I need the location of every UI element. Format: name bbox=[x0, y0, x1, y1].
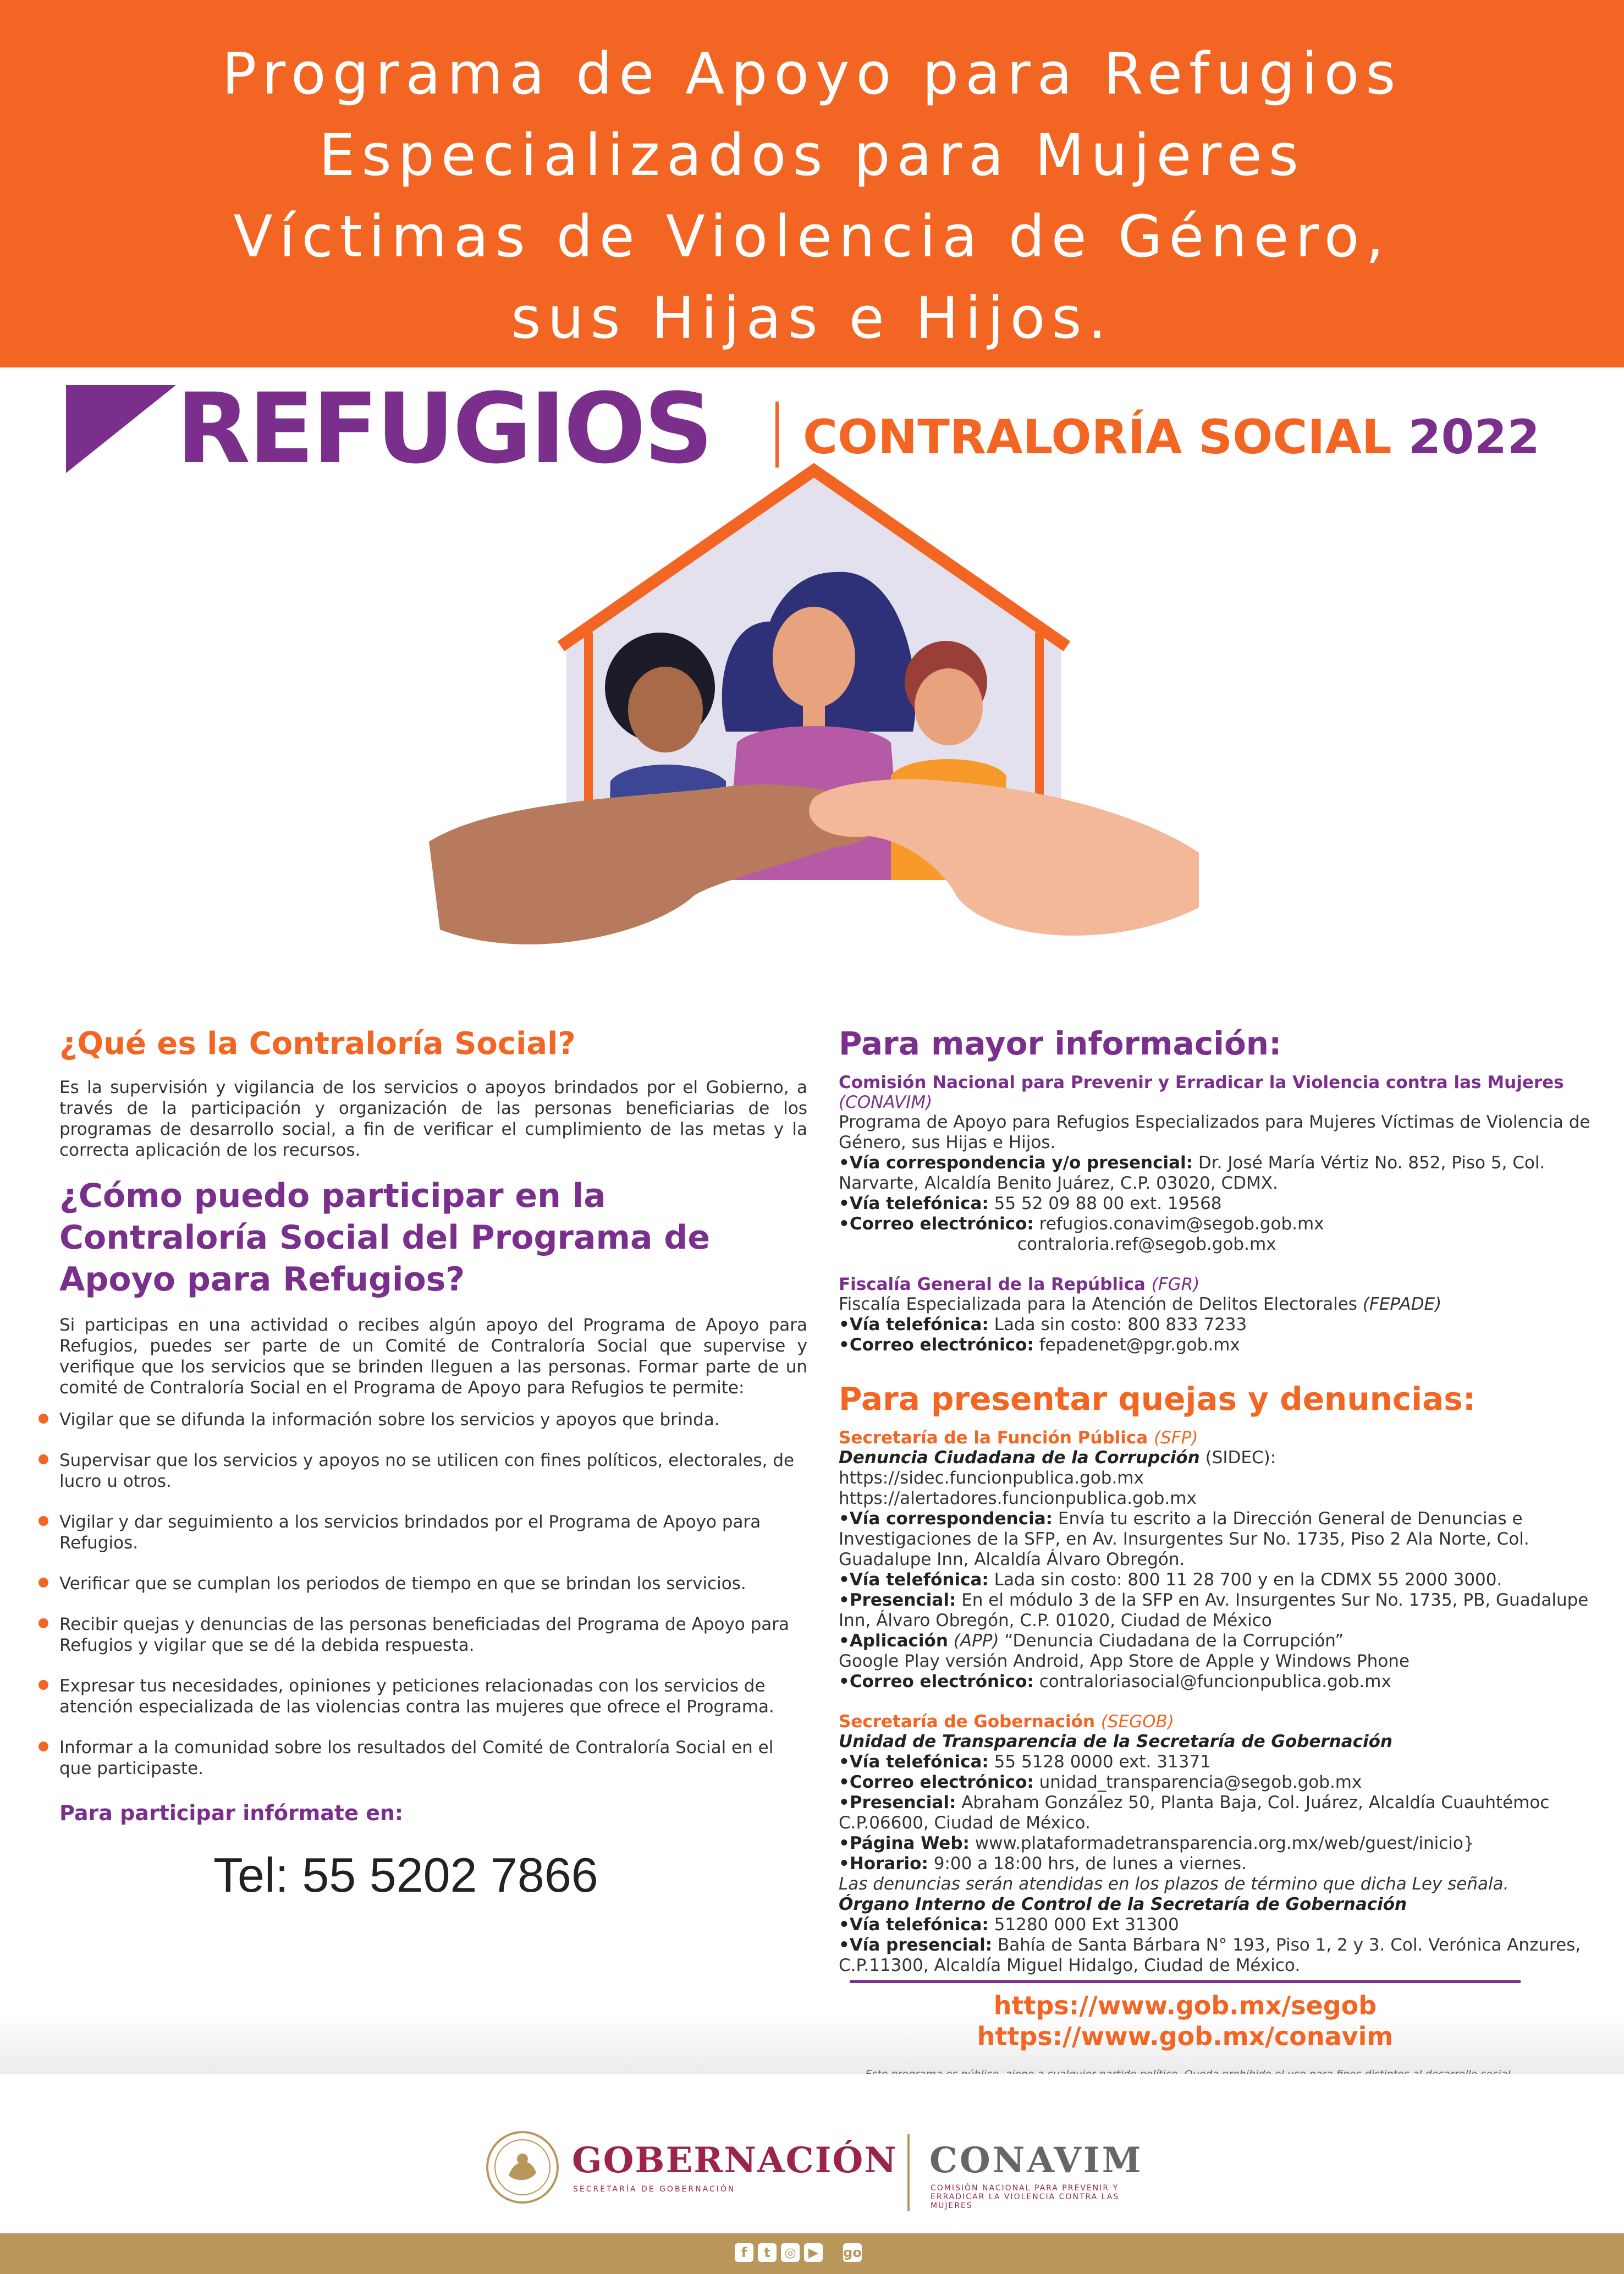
title-line: Programa de Apoyo para Refugios bbox=[222, 40, 1402, 107]
gobernacion-logo-text: GOBERNACIÓN bbox=[572, 2140, 898, 2181]
app-abbr: (APP) bbox=[948, 1631, 999, 1651]
value[interactable]: refugios.conavim@segob.gob.mx bbox=[1033, 1214, 1324, 1234]
list-item bbox=[59, 1737, 807, 1779]
footer-logos bbox=[484, 2129, 1144, 2211]
list-item-text: Informar a la comunidad sobre los resultados del Comité de Contraloría Social en el que participaste. bbox=[59, 1738, 774, 1778]
fgr-abbr: (FGR) bbox=[1151, 1275, 1200, 1294]
bullet-icon bbox=[38, 1618, 48, 1628]
bullet-icon bbox=[38, 1516, 48, 1526]
bullet-icon bbox=[38, 1578, 48, 1588]
sfp-org bbox=[839, 1428, 1598, 1448]
sfp-app-stores: Google Play versión Android, App Store de Apple y Windows Phone bbox=[839, 1651, 1410, 1671]
label: •Correo electrónico: bbox=[839, 1772, 1034, 1792]
fgr-desc-text: Fiscalía Especializada para la Atención de Delitos Electorales bbox=[839, 1294, 1363, 1314]
title-line: sus Hijas e Hijos. bbox=[511, 284, 1113, 351]
conavim-desc: Programa de Apoyo para Refugios Especializados para Mujeres Víctimas de Violencia de Género, sus Hijas e Hijos. bbox=[839, 1112, 1590, 1152]
segob-hours bbox=[839, 1854, 1598, 1874]
brand-refugios: REFUGIOS bbox=[176, 372, 712, 485]
year-label: 2022 bbox=[1408, 410, 1540, 465]
list-item-text: Vigilar que se difunda la información sobre los servicios y apoyos que brinda. bbox=[59, 1410, 720, 1430]
list-item bbox=[59, 1450, 807, 1492]
list-item-text: Verificar que se cumplan los periodos de tiempo en que se brindan los servicios. bbox=[59, 1574, 746, 1594]
conavim-abbr: (CONAVIM) bbox=[839, 1092, 933, 1112]
value: “Denuncia Ciudadana de la Corrupción” bbox=[999, 1631, 1344, 1651]
label: •Presencial: bbox=[839, 1590, 956, 1610]
question-how-participate: ¿Cómo puedo participar en la Contraloría Social del Programa de Apoyo para Refugios? bbox=[59, 1177, 711, 1299]
segob-org bbox=[839, 1712, 1598, 1732]
sfp-sub-abbr: (SIDEC): bbox=[1199, 1448, 1276, 1468]
label: •Aplicación bbox=[839, 1631, 948, 1651]
value: Lada sin costo: 800 11 28 700 y en la CDMX 55 2000 3000. bbox=[988, 1570, 1502, 1590]
footer-url[interactable]: gob.mx/conavim bbox=[843, 2243, 862, 2262]
girl-face bbox=[915, 668, 983, 745]
value: Abraham González 50, Planta Baja, Col. Juárez, Alcaldía Cuauhtémoc C.P.06600, Ciudad de México. bbox=[839, 1793, 1550, 1833]
label: •Vía telefónica: bbox=[839, 1752, 989, 1772]
phone-number[interactable]: Tel: 55 5202 7866 bbox=[213, 1848, 598, 1902]
oic-in-person bbox=[839, 1935, 1598, 1976]
value: 51280 000 Ext 31300 bbox=[988, 1915, 1179, 1935]
value: Dr. José María Vértiz No. 852, Piso 5, Col. Narvarte, Alcaldía Benito Juárez, C.P. 03020, CDMX. bbox=[839, 1153, 1545, 1193]
question-what-is: ¿Qué es la Contraloría Social? bbox=[59, 1026, 576, 1062]
contraloria-label: CONTRALORÍA SOCIAL bbox=[803, 410, 1392, 465]
complaints-heading: Para presentar quejas y denuncias: bbox=[839, 1380, 1476, 1418]
list-item bbox=[59, 1573, 807, 1594]
value: Envía tu escrito a la Dirección General de Denuncias e Investigaciones de la SFP, en Av. Insurgentes Sur No. 1735, Piso 2 Ala Norte, Col. Guadalupe Inn, Alcaldía Álvaro Obregón. bbox=[839, 1509, 1529, 1569]
list-item bbox=[59, 1512, 807, 1553]
value: Bahía de Santa Bárbara N° 193, Piso 1, 2 y 3. Col. Verónica Anzures, C.P.11300, Alcaldía Miguel Hidalgo, Ciudad de México. bbox=[839, 1935, 1581, 1975]
footer-bar bbox=[0, 2233, 1624, 2274]
fgr-org-name: Fiscalía General de la República bbox=[839, 1275, 1146, 1294]
sfp-subtitle bbox=[839, 1448, 1598, 1468]
list-item bbox=[59, 1409, 807, 1430]
label: •Vía telefónica: bbox=[839, 1194, 989, 1213]
family-house-illustration bbox=[418, 457, 1210, 1018]
value: En el módulo 3 de la SFP en Av. Insurgentes Sur No. 1735, PB, Guadalupe Inn, Álvaro Obregón, C.P. 01020, Ciudad de México bbox=[839, 1590, 1589, 1630]
what-is-paragraph: Es la supervisión y vigilancia de los servicios o apoyos brindados por el Gobierno, a través de la participación y organización de las personas beneficiarias de los programas de desarrollo social, a fin de verificar el cumplimiento de las metas y la correcta aplicación de los recursos. bbox=[59, 1078, 807, 1160]
benefits-list bbox=[59, 1409, 807, 1779]
label: •Vía presencial: bbox=[839, 1935, 993, 1955]
fgr-email bbox=[839, 1335, 1598, 1355]
segob-subtitle: Unidad de Transparencia de la Secretaría de Gobernación bbox=[839, 1732, 1393, 1751]
list-item-text: Supervisar que los servicios y apoyos no se utilicen con fines políticos, electorales, de lucro u otros. bbox=[59, 1451, 795, 1491]
label: •Vía telefónica: bbox=[839, 1315, 989, 1334]
label: •Vía telefónica: bbox=[839, 1915, 989, 1935]
gobernacion-logo-subtitle: SECRETARÍA DE GOBERNACIÓN bbox=[573, 2185, 736, 2194]
sfp-phone bbox=[839, 1570, 1598, 1590]
flag-icon bbox=[66, 385, 176, 473]
sfp-sub-name: Denuncia Ciudadana de la Corrupción bbox=[839, 1448, 1200, 1468]
segob-link[interactable]: https://www.gob.mx/segob bbox=[993, 1991, 1377, 2020]
conavim-link[interactable]: https://www.gob.mx/conavim bbox=[977, 2022, 1394, 2051]
divider-line bbox=[850, 1980, 1521, 1983]
more-info-heading: Para mayor información: bbox=[839, 1025, 1282, 1062]
sfp-url-2[interactable]: https://alertadores.funcionpublica.gob.mx bbox=[839, 1488, 1197, 1508]
youtube-icon[interactable]: ▶ bbox=[804, 2243, 823, 2262]
header-band bbox=[0, 0, 1624, 367]
list-item bbox=[59, 1614, 807, 1656]
value: 55 52 09 88 00 ext. 19568 bbox=[988, 1194, 1222, 1213]
conavim-email bbox=[839, 1214, 1598, 1234]
label: •Presencial: bbox=[839, 1793, 956, 1812]
conavim-logo-text: CONAVIM bbox=[929, 2140, 1143, 2181]
list-item-text: Recibir quejas y denuncias de las personas beneficiadas del Programa de Apoyo para Refugios y vigilar que se dé la debida respuesta. bbox=[59, 1614, 790, 1655]
social-links bbox=[735, 2243, 966, 2265]
label: •Página Web: bbox=[839, 1833, 970, 1853]
boy-face bbox=[628, 667, 703, 752]
list-item bbox=[59, 1676, 807, 1717]
conavim-org-name: Comisión Nacional para Prevenir y Erradicar la Violencia contra las Mujeres bbox=[839, 1073, 1564, 1092]
conavim-org bbox=[839, 1073, 1598, 1112]
label: •Vía telefónica: bbox=[839, 1570, 989, 1590]
sfp-app bbox=[839, 1631, 1598, 1651]
national-seal-icon bbox=[484, 2129, 561, 2206]
mother-face bbox=[773, 607, 855, 708]
title-line: Especializados para Mujeres bbox=[318, 122, 1306, 189]
value[interactable]: contraloriasocial@funcionpublica.gob.mx bbox=[1033, 1672, 1391, 1691]
segob-web bbox=[839, 1833, 1598, 1854]
list-item-text: Vigilar y dar seguimiento a los servicios brindados por el Programa de Apoyo para Refugios. bbox=[59, 1512, 761, 1553]
bullet-icon bbox=[38, 1680, 48, 1690]
sfp-email bbox=[839, 1672, 1598, 1692]
value[interactable]: fepadenet@pgr.gob.mx bbox=[1033, 1335, 1240, 1355]
label: •Correo electrónico: bbox=[839, 1214, 1034, 1234]
value: 55 5128 0000 ext. 31371 bbox=[988, 1752, 1211, 1772]
page-title bbox=[0, 33, 1624, 359]
conavim-correspondence bbox=[839, 1153, 1598, 1194]
fgr-desc-abbr: (FEPADE) bbox=[1362, 1294, 1442, 1314]
segob-abbr: (SEGOB) bbox=[1100, 1712, 1174, 1732]
value[interactable]: unidad_transparencia@segob.gob.mx bbox=[1033, 1772, 1362, 1792]
sfp-url-1[interactable]: https://sidec.funcionpublica.gob.mx bbox=[839, 1468, 1144, 1488]
oic-subtitle: Órgano Interno de Control de la Secretaría de Gobernación bbox=[839, 1894, 1407, 1914]
fgr-org bbox=[839, 1275, 1598, 1294]
value: Lada sin costo: 800 833 7233 bbox=[988, 1315, 1247, 1334]
sfp-correspondence bbox=[839, 1509, 1598, 1570]
right-column bbox=[839, 1023, 1598, 1976]
conavim-logo-subtitle: COMISIÓN NACIONAL PARA PREVENIR Y ERRADICAR LA VIOLENCIA CONTRA LAS MUJERES bbox=[931, 2184, 1120, 2210]
sfp-abbr: (SFP) bbox=[1154, 1428, 1198, 1448]
list-item-text: Expresar tus necesidades, opiniones y peticiones relacionadas con los servicios de atención especializada de las violencias contra las mujeres que ofrece el Programa. bbox=[59, 1676, 774, 1717]
participate-heading: Para participar infórmate en: bbox=[59, 1801, 404, 1825]
fgr-desc bbox=[839, 1294, 1598, 1315]
segob-org-name: Secretaría de Gobernación bbox=[839, 1712, 1095, 1732]
label: •Vía correspondencia: bbox=[839, 1509, 1053, 1529]
instagram-icon[interactable]: ◎ bbox=[781, 2243, 800, 2262]
bullet-icon bbox=[38, 1414, 48, 1424]
conavim-phone bbox=[839, 1194, 1598, 1214]
segob-email bbox=[839, 1772, 1598, 1793]
website-links bbox=[850, 1990, 1521, 2052]
label: •Correo electrónico: bbox=[839, 1672, 1034, 1691]
how-participate-paragraph: Si participas en una actividad o recibes algún apoyo del Programa de Apoyo para Refugios, puedes ser parte de un Comité de Contraloría Social que supervise y verifique que los servicios que se brinden lleguen a las personas. Formar parte de un comité de Contraloría Social en el Programa de Apoyo para Refugios te permite: bbox=[59, 1315, 807, 1398]
sfp-org-name: Secretaría de la Función Pública bbox=[839, 1428, 1148, 1448]
sfp-in-person bbox=[839, 1590, 1598, 1631]
oic-phone bbox=[839, 1915, 1598, 1935]
bullet-icon bbox=[38, 1742, 48, 1751]
bullet-icon bbox=[38, 1454, 48, 1464]
label: •Correo electrónico: bbox=[839, 1335, 1034, 1355]
value: 9:00 a 18:00 hrs, de lunes a viernes. bbox=[928, 1854, 1247, 1874]
twitter-icon[interactable]: t bbox=[758, 2243, 777, 2262]
facebook-icon[interactable]: f bbox=[735, 2243, 753, 2262]
title-line: Víctimas de Violencia de Género, bbox=[233, 203, 1391, 270]
conavim-email-2[interactable]: contraloria.ref@segob.gob.mx bbox=[1017, 1234, 1276, 1254]
segob-phone bbox=[839, 1752, 1598, 1772]
segob-note: Las denuncias serán atendidas en los plazos de término que dicha Ley señala. bbox=[839, 1874, 1509, 1894]
left-column bbox=[59, 1023, 807, 1903]
logo-divider bbox=[907, 2134, 910, 2211]
label: •Horario: bbox=[839, 1854, 928, 1874]
segob-in-person bbox=[839, 1793, 1598, 1833]
fgr-phone bbox=[839, 1315, 1598, 1335]
label: •Vía correspondencia y/o presencial: bbox=[839, 1153, 1193, 1173]
value[interactable]: www.plataformadetransparencia.org.mx/web/guest/inicio} bbox=[969, 1833, 1474, 1853]
